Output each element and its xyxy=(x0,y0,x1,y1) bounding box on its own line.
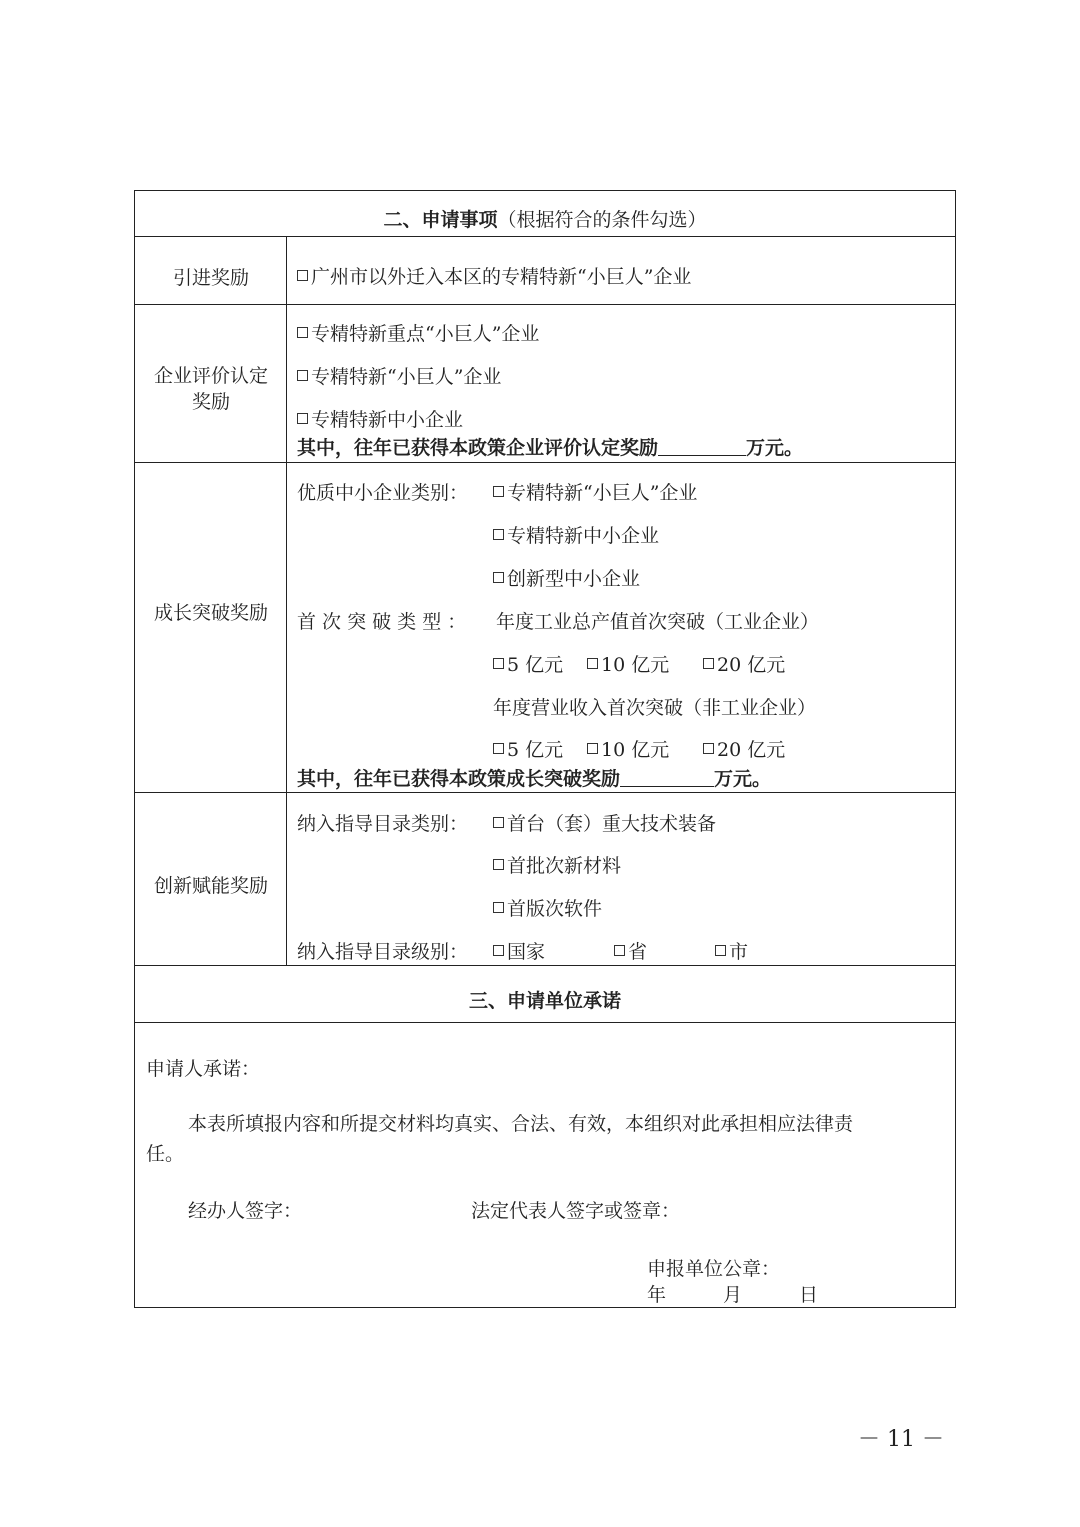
checkbox[interactable] xyxy=(493,945,504,956)
label-growth-reward: 成长突破奖励 xyxy=(153,602,268,624)
checkbox[interactable] xyxy=(493,859,504,870)
option-eval-3[interactable]: 专精特新中小企业 xyxy=(297,408,463,432)
option-eval-1[interactable]: 专精特新重点“小巨人”企业 xyxy=(297,322,539,346)
option-eval-2[interactable]: 专精特新“小巨人”企业 xyxy=(297,365,501,389)
checkbox[interactable] xyxy=(493,572,504,583)
option-catalog-level-province[interactable]: 省 xyxy=(614,940,647,964)
option-catalog-type-1[interactable]: 首台（套）重大技术装备 xyxy=(493,812,716,836)
application-form-table xyxy=(134,190,956,1308)
checkbox[interactable] xyxy=(614,945,625,956)
row-divider xyxy=(135,792,955,793)
section3-title: 三、申请单位承诺 xyxy=(468,990,621,1012)
applicant-commitment-label: 申请人承诺： xyxy=(146,1058,261,1080)
row-divider xyxy=(135,462,955,463)
row-divider xyxy=(135,304,955,305)
commitment-statement-line2: 任。 xyxy=(146,1143,185,1165)
growth-revenue-amount-5[interactable]: 5 亿元 xyxy=(493,738,563,762)
row-divider xyxy=(135,1022,955,1023)
checkbox[interactable] xyxy=(587,658,598,669)
option-growth-category-3[interactable]: 创新型中小企业 xyxy=(493,567,640,591)
section2-title: 二、申请事项 xyxy=(383,209,498,231)
growth-revenue-amount-20[interactable]: 20 亿元 xyxy=(703,738,785,762)
row-divider xyxy=(135,965,955,966)
checkbox[interactable] xyxy=(297,327,308,338)
label-innovation-reward: 创新赋能奖励 xyxy=(153,875,268,897)
checkbox[interactable] xyxy=(297,413,308,424)
growth-industrial-amount-10[interactable]: 10 亿元 xyxy=(587,653,669,677)
growth-category-label: 优质中小企业类别： xyxy=(297,482,469,504)
date-day[interactable]: 日 xyxy=(799,1284,819,1306)
option-intro-1[interactable]: 广州市以外迁入本区的专精特新“小巨人”企业 xyxy=(297,265,691,289)
checkbox[interactable] xyxy=(493,529,504,540)
growth-amount-blank[interactable] xyxy=(620,768,714,787)
option-catalog-level-national[interactable]: 国家 xyxy=(493,940,545,964)
eval-amount-blank[interactable] xyxy=(658,437,746,456)
date-year[interactable]: 年 xyxy=(647,1284,667,1306)
checkbox[interactable] xyxy=(493,486,504,497)
checkbox[interactable] xyxy=(493,743,504,754)
checkbox[interactable] xyxy=(493,817,504,828)
checkbox[interactable] xyxy=(297,270,308,281)
growth-industrial-amount-5[interactable]: 5 亿元 xyxy=(493,653,563,677)
growth-prior-award-note: 其中，往年已获得本政策成长突破奖励 万元。 xyxy=(297,768,772,790)
option-catalog-type-2[interactable]: 首批次新材料 xyxy=(493,854,621,878)
commitment-statement-line1: 本表所填报内容和所提交材料均真实、合法、有效，本组织对此承担相应法律责 xyxy=(188,1113,854,1135)
checkbox[interactable] xyxy=(493,658,504,669)
unit-seal[interactable]: 申报单位公章： xyxy=(647,1258,781,1280)
row-divider xyxy=(135,236,955,237)
section2-note: （根据符合的条件勾选） xyxy=(497,209,707,231)
handler-signature[interactable]: 经办人签字： xyxy=(188,1200,303,1222)
catalog-type-label: 纳入指导目录类别： xyxy=(297,813,469,835)
growth-revenue-amount-10[interactable]: 10 亿元 xyxy=(587,738,669,762)
page-number: － 11 － xyxy=(858,1427,944,1452)
growth-break-label: 首 次 突 破 类 型 ： xyxy=(297,611,467,633)
option-growth-category-2[interactable]: 专精特新中小企业 xyxy=(493,524,659,548)
checkbox[interactable] xyxy=(715,945,726,956)
growth-revenue-text: 年度营业收入首次突破（非工业企业） xyxy=(493,697,817,719)
option-catalog-type-3[interactable]: 首版次软件 xyxy=(493,897,602,921)
section2-header xyxy=(135,208,955,232)
checkbox[interactable] xyxy=(703,658,714,669)
growth-industrial-text: 年度工业总产值首次突破（工业企业） xyxy=(496,611,820,633)
legal-rep-signature[interactable]: 法定代表人签字或签章： xyxy=(471,1200,681,1222)
date-month[interactable]: 月 xyxy=(723,1284,743,1306)
option-growth-category-1[interactable]: 专精特新“小巨人”企业 xyxy=(493,481,697,505)
checkbox[interactable] xyxy=(493,902,504,913)
eval-prior-award-note: 其中，往年已获得本政策企业评价认定奖励 万元。 xyxy=(297,437,804,459)
checkbox[interactable] xyxy=(703,743,714,754)
catalog-level-label: 纳入指导目录级别： xyxy=(297,941,469,963)
growth-industrial-amount-20[interactable]: 20 亿元 xyxy=(703,653,785,677)
checkbox[interactable] xyxy=(587,743,598,754)
option-catalog-level-city[interactable]: 市 xyxy=(715,940,748,964)
checkbox[interactable] xyxy=(297,370,308,381)
label-eval-reward: 企业评价认定 奖励 xyxy=(153,365,268,413)
label-intro-reward: 引进奖励 xyxy=(172,267,249,289)
